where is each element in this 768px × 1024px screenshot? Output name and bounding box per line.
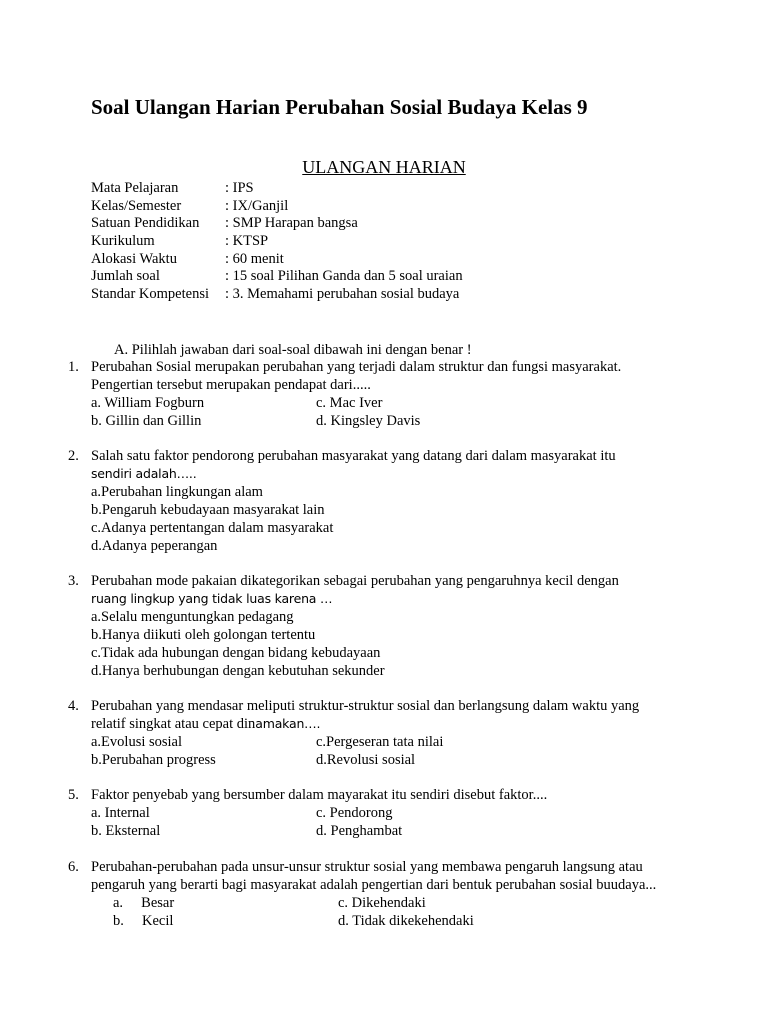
answer-options [91,608,678,680]
question-text: Perubahan-perubahan pada unsur-unsur struktur sosial yang membawa pengaruh langsung atau [91,859,643,875]
option-b: b.Pengaruh kebudayaan masyarakat lain [91,502,325,518]
option-b: b. Kecil [113,913,174,929]
option-d: d. Tidak dikekehendaki [338,913,474,929]
option-a: a. Internal [91,805,150,821]
info-key: Mata Pelajaran [91,180,179,196]
answer-options [91,483,678,555]
question-4 [68,697,678,769]
question-number: 6. [68,859,79,875]
info-row [91,286,463,304]
section-a-instruction: A. Pilihlah jawaban dari soal-soal dibawah ini dengan benar ! [114,342,472,358]
question-number: 2. [68,448,79,464]
info-value: : 60 menit [225,250,284,267]
exam-heading-text: ULANGAN HARIAN [302,157,466,177]
question-text-cont: pengaruh yang berarti bagi masyarakat adalah pengertian dari bentuk perubahan sosial buudaya... [91,877,657,893]
option-c: c. Mac Iver [316,395,383,411]
question-text-cont-a: relatif singkat atau cepat din [91,716,256,732]
option-c: c. Pendorong [316,805,393,821]
option-a: a. William Fogburn [91,395,205,411]
page-title: Soal Ulangan Harian Perubahan Sosial Budaya Kelas 9 [91,95,588,119]
answer-options [91,394,678,430]
option-d: d.Revolusi sosial [316,752,416,768]
info-key: Kurikulum [91,233,155,250]
option-b: b. Gillin dan Gillin [91,413,202,429]
info-key: Kelas/Semester [91,197,182,214]
info-key: Standar Kompetensi [91,286,209,303]
question-number: 1. [68,359,79,375]
option-d: d.Hanya berhubungan dengan kebutuhan sekunder [91,663,385,679]
option-c: c.Pergeseran tata nilai [316,734,444,750]
info-value: : 15 soal Pilihan Ganda dan 5 soal uraian [225,268,463,285]
question-text-cont: sendiri adalah….. [91,466,197,481]
question-1 [68,358,678,430]
question-text-cont: Pengertian tersebut merupakan pendapat dari..... [91,377,371,393]
question-6 [68,858,678,930]
option-c: c.Adanya pertentangan dalam masyarakat [91,520,334,536]
option-a: a.Evolusi sosial [91,734,183,750]
info-row [91,268,463,286]
question-number: 5. [68,787,79,803]
info-row [91,198,463,216]
info-key: Satuan Pendidikan [91,215,200,232]
info-row [91,215,463,233]
question-3 [68,572,678,680]
question-text: Perubahan yang mendasar meliputi struktur-struktur sosial dan berlangsung dalam waktu yang [91,698,640,714]
answer-options [113,894,678,930]
option-a: a. Besar [113,895,175,911]
question-text: Faktor penyebab yang bersumber dalam mayarakat itu sendiri disebut faktor.... [91,787,548,803]
question-text: Perubahan mode pakaian dikategorikan sebagai perubahan yang pengaruhnya kecil dengan [91,573,619,589]
info-value: : SMP Harapan bangsa [225,215,358,232]
option-c: c. Dikehendaki [338,895,426,911]
option-b: b.Perubahan progress [91,752,216,768]
question-2 [68,447,678,555]
info-key: Alokasi Waktu [91,250,177,267]
question-number: 3. [68,573,79,589]
question-text-cont [91,715,678,733]
option-d: d.Adanya peperangan [91,538,218,554]
info-row [91,180,463,198]
question-text: Perubahan Sosial merupakan perubahan yang terjadi dalam struktur dan fungsi masyarakat. [91,359,622,375]
option-a: a.Perubahan lingkungan alam [91,484,263,500]
answer-options [91,804,678,840]
info-value: : 3. Memahami perubahan sosial budaya [225,286,460,303]
info-value: : IX/Ganjil [225,197,289,214]
question-text-cont: ruang lingkup yang tidak luas karena … [91,591,333,606]
option-b: b. Eksternal [91,823,161,839]
exam-heading [0,156,768,178]
option-b: b.Hanya diikuti oleh golongan tertentu [91,627,316,643]
info-value: : KTSP [225,233,269,250]
question-text-cont-b: amakan…. [255,716,321,731]
option-c: c.Tidak ada hubungan dengan bidang kebudayaan [91,645,381,661]
info-row [91,233,463,251]
question-text: Salah satu faktor pendorong perubahan masyarakat yang datang dari dalam masyarakat itu [91,448,616,464]
info-key: Jumlah soal [91,268,160,285]
info-value: : IPS [225,180,254,196]
exam-info-table [91,180,463,304]
question-number: 4. [68,698,79,714]
option-a: a.Selalu menguntungkan pedagang [91,609,294,625]
answer-options [91,733,678,769]
question-5 [68,786,678,840]
info-row [91,251,463,269]
option-d: d. Kingsley Davis [316,413,421,429]
option-d: d. Penghambat [316,823,403,839]
